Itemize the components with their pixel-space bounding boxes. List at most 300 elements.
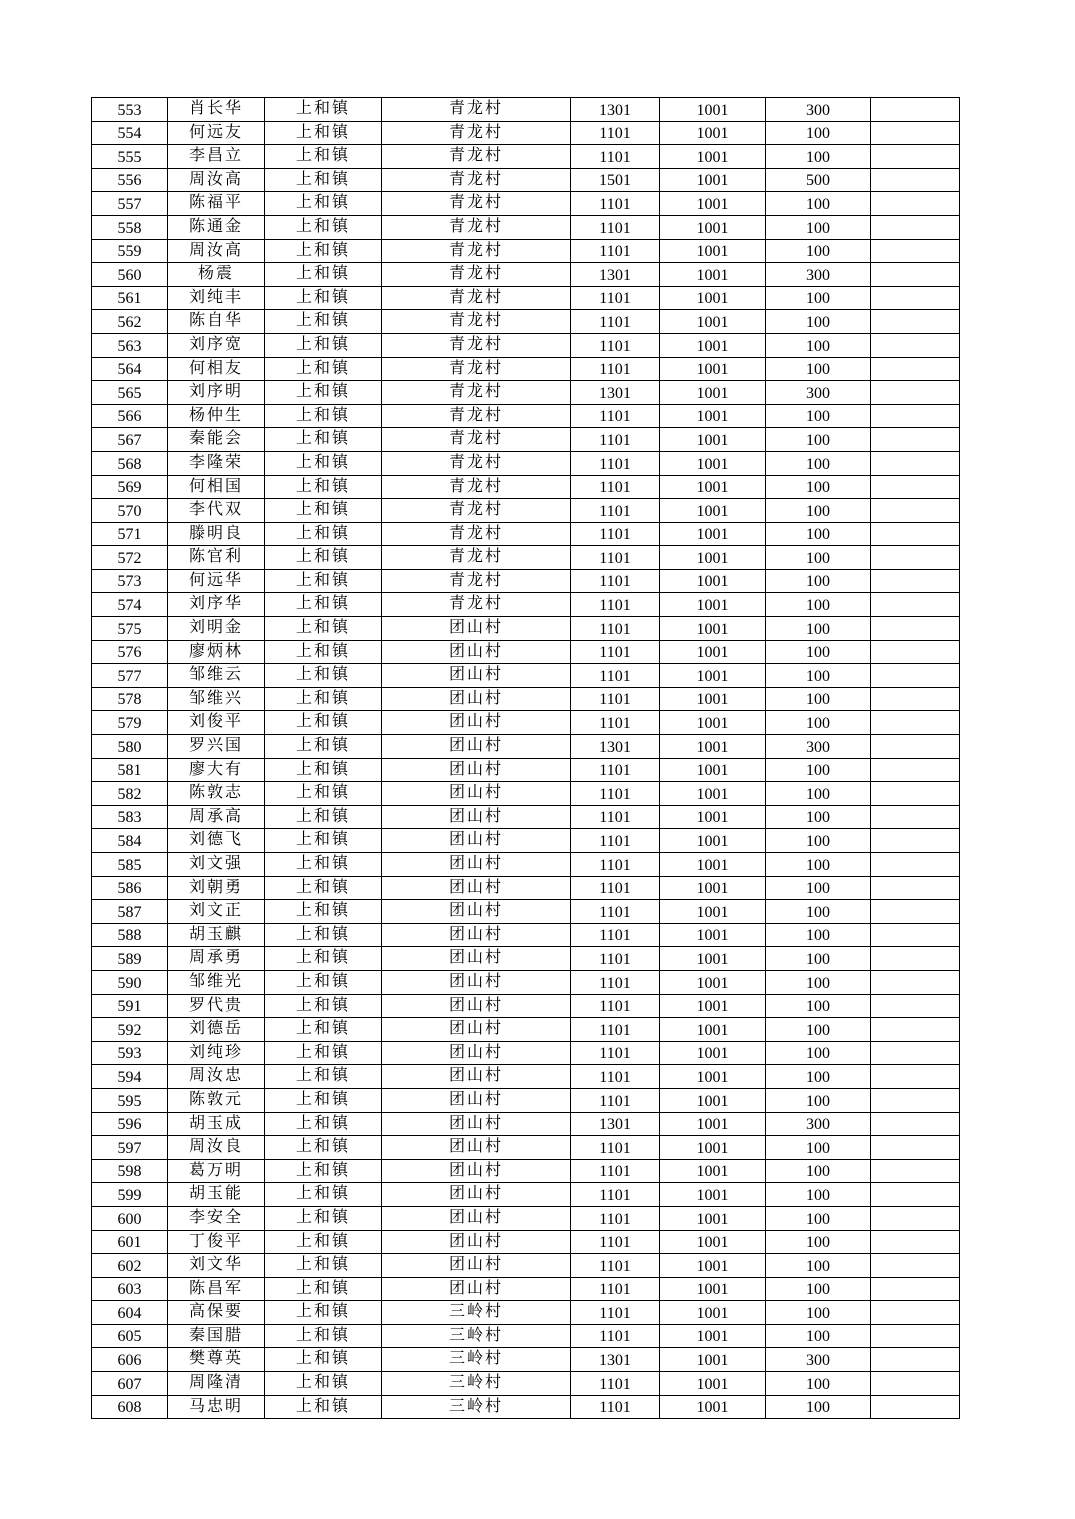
cell-village: 团山村 (382, 947, 571, 971)
table-row (92, 357, 960, 381)
cell-town: 上和镇 (265, 1301, 382, 1325)
cell-town: 上和镇 (265, 1277, 382, 1301)
cell-row-number: 553 (92, 98, 168, 122)
cell-village: 团山村 (382, 829, 571, 853)
table-row (92, 1112, 960, 1136)
table-row (92, 782, 960, 806)
cell-village: 青龙村 (382, 310, 571, 334)
cell-village: 团山村 (382, 640, 571, 664)
table-row (92, 1088, 960, 1112)
cell-code-a: 1101 (571, 1301, 660, 1325)
cell-town: 上和镇 (265, 357, 382, 381)
cell-name: 秦能会 (168, 428, 265, 452)
cell-code-a: 1101 (571, 286, 660, 310)
cell-amount: 300 (766, 98, 871, 122)
cell-row-number: 570 (92, 499, 168, 523)
cell-code-b: 1001 (660, 428, 766, 452)
cell-town: 上和镇 (265, 1159, 382, 1183)
table-row (92, 286, 960, 310)
table-row (92, 1301, 960, 1325)
cell-row-number: 586 (92, 876, 168, 900)
cell-town: 上和镇 (265, 923, 382, 947)
cell-remark (871, 215, 960, 239)
cell-row-number: 600 (92, 1206, 168, 1230)
cell-town: 上和镇 (265, 168, 382, 192)
cell-code-a: 1101 (571, 1395, 660, 1419)
cell-remark (871, 428, 960, 452)
cell-village: 青龙村 (382, 121, 571, 145)
cell-town: 上和镇 (265, 499, 382, 523)
cell-town: 上和镇 (265, 1324, 382, 1348)
cell-code-a: 1101 (571, 192, 660, 216)
cell-code-a: 1301 (571, 735, 660, 759)
cell-code-a: 1101 (571, 782, 660, 806)
cell-row-number: 608 (92, 1395, 168, 1419)
cell-town: 上和镇 (265, 640, 382, 664)
cell-town: 上和镇 (265, 853, 382, 877)
cell-row-number: 583 (92, 805, 168, 829)
cell-amount: 100 (766, 1065, 871, 1089)
cell-code-a: 1101 (571, 853, 660, 877)
cell-row-number: 605 (92, 1324, 168, 1348)
cell-remark (871, 900, 960, 924)
cell-code-a: 1101 (571, 664, 660, 688)
cell-code-a: 1101 (571, 1230, 660, 1254)
cell-row-number: 579 (92, 711, 168, 735)
cell-row-number: 595 (92, 1088, 168, 1112)
cell-town: 上和镇 (265, 333, 382, 357)
table-row (92, 1324, 960, 1348)
cell-row-number: 602 (92, 1254, 168, 1278)
cell-remark (871, 333, 960, 357)
cell-village: 团山村 (382, 923, 571, 947)
cell-amount: 100 (766, 499, 871, 523)
cell-row-number: 588 (92, 923, 168, 947)
cell-town: 上和镇 (265, 735, 382, 759)
cell-amount: 100 (766, 192, 871, 216)
cell-village: 团山村 (382, 1018, 571, 1042)
cell-name: 陈福平 (168, 192, 265, 216)
cell-amount: 100 (766, 357, 871, 381)
cell-code-a: 1101 (571, 1254, 660, 1278)
cell-row-number: 559 (92, 239, 168, 263)
cell-village: 团山村 (382, 758, 571, 782)
cell-remark (871, 1301, 960, 1325)
cell-name: 胡玉能 (168, 1183, 265, 1207)
cell-name: 邹维兴 (168, 687, 265, 711)
cell-amount: 100 (766, 1136, 871, 1160)
cell-amount: 100 (766, 546, 871, 570)
cell-name: 樊尊英 (168, 1348, 265, 1372)
cell-remark (871, 404, 960, 428)
cell-code-b: 1001 (660, 900, 766, 924)
cell-village: 团山村 (382, 1136, 571, 1160)
cell-amount: 100 (766, 1183, 871, 1207)
cell-code-a: 1101 (571, 333, 660, 357)
table-row (92, 1159, 960, 1183)
cell-amount: 100 (766, 758, 871, 782)
table-row (92, 168, 960, 192)
cell-code-a: 1101 (571, 1183, 660, 1207)
cell-row-number: 561 (92, 286, 168, 310)
cell-code-a: 1101 (571, 1159, 660, 1183)
cell-amount: 300 (766, 1112, 871, 1136)
cell-village: 青龙村 (382, 168, 571, 192)
cell-code-b: 1001 (660, 451, 766, 475)
cell-amount: 100 (766, 1324, 871, 1348)
cell-row-number: 582 (92, 782, 168, 806)
cell-remark (871, 546, 960, 570)
cell-remark (871, 829, 960, 853)
cell-town: 上和镇 (265, 1136, 382, 1160)
cell-village: 青龙村 (382, 428, 571, 452)
cell-code-b: 1001 (660, 1348, 766, 1372)
cell-village: 青龙村 (382, 192, 571, 216)
cell-village: 青龙村 (382, 546, 571, 570)
cell-code-a: 1101 (571, 994, 660, 1018)
cell-code-b: 1001 (660, 876, 766, 900)
cell-code-b: 1001 (660, 687, 766, 711)
cell-code-a: 1101 (571, 805, 660, 829)
cell-code-b: 1001 (660, 522, 766, 546)
cell-code-a: 1101 (571, 357, 660, 381)
cell-name: 罗兴国 (168, 735, 265, 759)
cell-town: 上和镇 (265, 782, 382, 806)
cell-amount: 100 (766, 428, 871, 452)
cell-town: 上和镇 (265, 1206, 382, 1230)
cell-code-b: 1001 (660, 758, 766, 782)
table-row (92, 758, 960, 782)
cell-village: 团山村 (382, 782, 571, 806)
cell-code-b: 1001 (660, 947, 766, 971)
cell-code-b: 1001 (660, 1230, 766, 1254)
cell-village: 团山村 (382, 1088, 571, 1112)
cell-row-number: 594 (92, 1065, 168, 1089)
table-row (92, 428, 960, 452)
cell-name: 肖长华 (168, 98, 265, 122)
cell-name: 李代双 (168, 499, 265, 523)
table-row (92, 687, 960, 711)
cell-name: 杨仲生 (168, 404, 265, 428)
cell-code-b: 1001 (660, 215, 766, 239)
cell-name: 刘纯珍 (168, 1041, 265, 1065)
cell-code-a: 1101 (571, 1324, 660, 1348)
cell-town: 上和镇 (265, 428, 382, 452)
cell-code-b: 1001 (660, 617, 766, 641)
table-row (92, 923, 960, 947)
table-row (92, 1254, 960, 1278)
cell-name: 廖大有 (168, 758, 265, 782)
cell-row-number: 604 (92, 1301, 168, 1325)
cell-town: 上和镇 (265, 758, 382, 782)
cell-code-a: 1101 (571, 711, 660, 735)
cell-remark (871, 145, 960, 169)
table-row (92, 239, 960, 263)
cell-town: 上和镇 (265, 947, 382, 971)
table-row (92, 215, 960, 239)
cell-town: 上和镇 (265, 1372, 382, 1396)
cell-town: 上和镇 (265, 239, 382, 263)
cell-amount: 100 (766, 593, 871, 617)
cell-town: 上和镇 (265, 994, 382, 1018)
cell-village: 团山村 (382, 805, 571, 829)
table-row (92, 711, 960, 735)
cell-village: 团山村 (382, 687, 571, 711)
table-row (92, 1348, 960, 1372)
cell-code-b: 1001 (660, 192, 766, 216)
cell-town: 上和镇 (265, 687, 382, 711)
cell-village: 青龙村 (382, 239, 571, 263)
table-row (92, 381, 960, 405)
cell-code-b: 1001 (660, 1136, 766, 1160)
cell-village: 青龙村 (382, 98, 571, 122)
cell-amount: 100 (766, 145, 871, 169)
cell-name: 杨震 (168, 263, 265, 287)
cell-name: 李安全 (168, 1206, 265, 1230)
cell-code-b: 1001 (660, 1159, 766, 1183)
cell-name: 周汝高 (168, 168, 265, 192)
cell-code-b: 1001 (660, 310, 766, 334)
cell-name: 罗代贵 (168, 994, 265, 1018)
cell-row-number: 557 (92, 192, 168, 216)
cell-row-number: 575 (92, 617, 168, 641)
cell-amount: 100 (766, 121, 871, 145)
table-row (92, 900, 960, 924)
cell-town: 上和镇 (265, 263, 382, 287)
table-row (92, 1136, 960, 1160)
table-row (92, 310, 960, 334)
cell-amount: 300 (766, 1348, 871, 1372)
cell-village: 青龙村 (382, 215, 571, 239)
cell-remark (871, 593, 960, 617)
cell-code-a: 1101 (571, 900, 660, 924)
cell-name: 秦国腊 (168, 1324, 265, 1348)
cell-remark (871, 1088, 960, 1112)
cell-code-b: 1001 (660, 1372, 766, 1396)
table-row (92, 1206, 960, 1230)
cell-remark (871, 876, 960, 900)
cell-village: 青龙村 (382, 286, 571, 310)
cell-remark (871, 947, 960, 971)
cell-town: 上和镇 (265, 569, 382, 593)
table-row (92, 1183, 960, 1207)
cell-code-b: 1001 (660, 994, 766, 1018)
cell-code-a: 1101 (571, 121, 660, 145)
cell-name: 丁俊平 (168, 1230, 265, 1254)
cell-village: 青龙村 (382, 499, 571, 523)
cell-code-a: 1101 (571, 451, 660, 475)
cell-row-number: 590 (92, 970, 168, 994)
cell-row-number: 567 (92, 428, 168, 452)
cell-remark (871, 923, 960, 947)
cell-code-b: 1001 (660, 664, 766, 688)
cell-remark (871, 522, 960, 546)
cell-name: 何相友 (168, 357, 265, 381)
cell-code-b: 1001 (660, 1041, 766, 1065)
cell-amount: 100 (766, 1372, 871, 1396)
cell-remark (871, 357, 960, 381)
table-body (92, 98, 960, 1419)
cell-name: 刘文强 (168, 853, 265, 877)
cell-row-number: 576 (92, 640, 168, 664)
cell-row-number: 573 (92, 569, 168, 593)
cell-code-b: 1001 (660, 640, 766, 664)
cell-remark (871, 451, 960, 475)
cell-name: 刘序明 (168, 381, 265, 405)
cell-row-number: 591 (92, 994, 168, 1018)
cell-village: 青龙村 (382, 593, 571, 617)
cell-town: 上和镇 (265, 664, 382, 688)
cell-town: 上和镇 (265, 829, 382, 853)
cell-town: 上和镇 (265, 1183, 382, 1207)
cell-amount: 100 (766, 522, 871, 546)
cell-village: 团山村 (382, 994, 571, 1018)
cell-code-b: 1001 (660, 1112, 766, 1136)
cell-code-b: 1001 (660, 98, 766, 122)
cell-name: 李隆荣 (168, 451, 265, 475)
table-row (92, 98, 960, 122)
cell-code-b: 1001 (660, 1206, 766, 1230)
table-row (92, 640, 960, 664)
cell-name: 刘文正 (168, 900, 265, 924)
cell-remark (871, 664, 960, 688)
table-row (92, 145, 960, 169)
table-row (92, 192, 960, 216)
cell-code-a: 1301 (571, 1112, 660, 1136)
cell-remark (871, 192, 960, 216)
cell-row-number: 566 (92, 404, 168, 428)
table-row (92, 404, 960, 428)
cell-row-number: 556 (92, 168, 168, 192)
cell-village: 团山村 (382, 1277, 571, 1301)
cell-village: 三岭村 (382, 1324, 571, 1348)
cell-remark (871, 569, 960, 593)
cell-remark (871, 381, 960, 405)
cell-village: 青龙村 (382, 569, 571, 593)
cell-row-number: 606 (92, 1348, 168, 1372)
table-row (92, 735, 960, 759)
cell-row-number: 584 (92, 829, 168, 853)
cell-code-a: 1101 (571, 640, 660, 664)
cell-amount: 100 (766, 947, 871, 971)
cell-town: 上和镇 (265, 98, 382, 122)
cell-row-number: 558 (92, 215, 168, 239)
cell-village: 青龙村 (382, 404, 571, 428)
cell-code-a: 1101 (571, 593, 660, 617)
cell-remark (871, 1324, 960, 1348)
table-row (92, 805, 960, 829)
cell-village: 青龙村 (382, 333, 571, 357)
cell-row-number: 555 (92, 145, 168, 169)
cell-code-b: 1001 (660, 853, 766, 877)
cell-name: 邹维云 (168, 664, 265, 688)
table-row (92, 1372, 960, 1396)
table-row (92, 475, 960, 499)
cell-village: 青龙村 (382, 357, 571, 381)
cell-name: 李昌立 (168, 145, 265, 169)
cell-town: 上和镇 (265, 286, 382, 310)
cell-amount: 300 (766, 263, 871, 287)
cell-name: 廖炳林 (168, 640, 265, 664)
cell-village: 团山村 (382, 1206, 571, 1230)
cell-village: 青龙村 (382, 522, 571, 546)
cell-town: 上和镇 (265, 215, 382, 239)
cell-code-b: 1001 (660, 782, 766, 806)
cell-town: 上和镇 (265, 711, 382, 735)
cell-town: 上和镇 (265, 192, 382, 216)
cell-amount: 100 (766, 286, 871, 310)
table-row (92, 1041, 960, 1065)
cell-village: 团山村 (382, 617, 571, 641)
cell-name: 何远友 (168, 121, 265, 145)
cell-remark (871, 1136, 960, 1160)
cell-village: 团山村 (382, 711, 571, 735)
cell-row-number: 593 (92, 1041, 168, 1065)
cell-code-a: 1101 (571, 687, 660, 711)
cell-village: 青龙村 (382, 475, 571, 499)
cell-remark (871, 475, 960, 499)
cell-code-b: 1001 (660, 333, 766, 357)
cell-remark (871, 1112, 960, 1136)
cell-village: 团山村 (382, 735, 571, 759)
cell-remark (871, 1230, 960, 1254)
cell-name: 邹维光 (168, 970, 265, 994)
cell-row-number: 601 (92, 1230, 168, 1254)
cell-town: 上和镇 (265, 381, 382, 405)
cell-row-number: 554 (92, 121, 168, 145)
cell-remark (871, 1206, 960, 1230)
cell-village: 团山村 (382, 1254, 571, 1278)
table-row (92, 970, 960, 994)
table-row (92, 829, 960, 853)
cell-row-number: 562 (92, 310, 168, 334)
table-row (92, 263, 960, 287)
cell-remark (871, 263, 960, 287)
table-row (92, 1230, 960, 1254)
cell-amount: 100 (766, 1254, 871, 1278)
cell-remark (871, 499, 960, 523)
cell-row-number: 564 (92, 357, 168, 381)
cell-amount: 100 (766, 640, 871, 664)
cell-town: 上和镇 (265, 121, 382, 145)
cell-row-number: 560 (92, 263, 168, 287)
cell-village: 团山村 (382, 1065, 571, 1089)
cell-name: 周汝忠 (168, 1065, 265, 1089)
cell-remark (871, 121, 960, 145)
cell-town: 上和镇 (265, 1230, 382, 1254)
cell-name: 陈敦元 (168, 1088, 265, 1112)
cell-village: 团山村 (382, 1230, 571, 1254)
cell-amount: 100 (766, 1206, 871, 1230)
cell-village: 团山村 (382, 1159, 571, 1183)
cell-code-a: 1101 (571, 499, 660, 523)
cell-code-a: 1301 (571, 98, 660, 122)
cell-remark (871, 711, 960, 735)
cell-code-b: 1001 (660, 593, 766, 617)
cell-remark (871, 1159, 960, 1183)
table-row (92, 1395, 960, 1419)
cell-code-a: 1101 (571, 475, 660, 499)
cell-remark (871, 1277, 960, 1301)
cell-remark (871, 168, 960, 192)
cell-remark (871, 994, 960, 1018)
cell-code-a: 1101 (571, 947, 660, 971)
cell-town: 上和镇 (265, 145, 382, 169)
cell-town: 上和镇 (265, 900, 382, 924)
cell-remark (871, 617, 960, 641)
cell-remark (871, 1041, 960, 1065)
cell-amount: 100 (766, 1088, 871, 1112)
